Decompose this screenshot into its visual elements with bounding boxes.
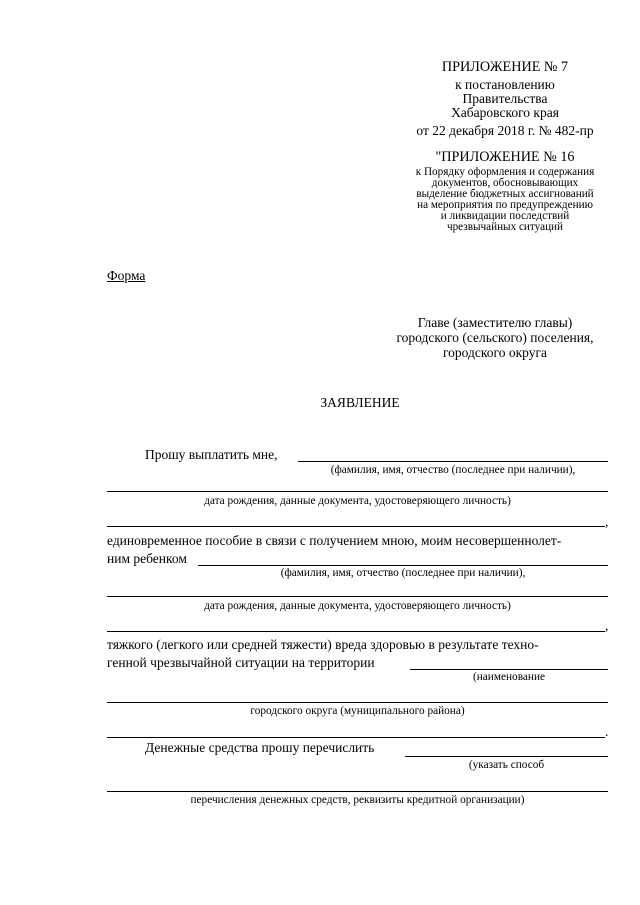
fio-field-2[interactable] bbox=[198, 565, 608, 566]
fio-caption-2: (фамилия, имя, отчество (последнее при наличии), bbox=[280, 567, 526, 579]
resolution-ref: к постановлению bbox=[455, 77, 555, 92]
request-text: Прошу выплатить мне, bbox=[145, 447, 278, 462]
procedure-line-4: на мероприятия по предупреждению bbox=[417, 199, 593, 211]
procedure-line-2: документов, обосновывающих bbox=[431, 177, 579, 189]
addressee-line-1: Главе (заместителю главы) bbox=[417, 315, 573, 330]
dob-caption-1: дата рождения, данные документа, удостоверяющего личность) bbox=[204, 495, 511, 507]
paragraph-2-line-2: генной чрезвычайной ситуации на территории bbox=[107, 655, 375, 670]
region-ref: Хабаровского края bbox=[451, 105, 559, 120]
transfer-method-field[interactable] bbox=[405, 756, 608, 757]
annex-16-title: "ПРИЛОЖЕНИЕ № 16 bbox=[435, 149, 575, 165]
extra-field-3[interactable] bbox=[107, 737, 605, 738]
district-caption: городского округа (муниципального района) bbox=[250, 705, 465, 717]
fio-field-1[interactable] bbox=[298, 461, 608, 462]
dob-caption-2: дата рождения, данные документа, удостоверяющего личность) bbox=[204, 600, 511, 612]
form-label: Форма bbox=[107, 268, 146, 283]
procedure-line-3: выделение бюджетных ассигнований bbox=[416, 188, 594, 200]
procedure-line-6: чрезвычайных ситуаций bbox=[446, 221, 564, 233]
procedure-line-1: к Порядку оформления и содержания bbox=[415, 166, 595, 178]
procedure-line-5: и ликвидации последствий bbox=[440, 210, 570, 222]
addressee-line-3: городского округа bbox=[442, 345, 548, 360]
fio-caption-1: (фамилия, имя, отчество (последнее при наличии), bbox=[330, 464, 576, 476]
period-mark: . bbox=[605, 724, 609, 739]
bank-caption: перечисления денежных средств, реквизиты кредитной организации) bbox=[190, 794, 525, 806]
comma-1: , bbox=[605, 514, 609, 529]
resolution-date-number: от 22 декабря 2018 г. № 482-пр bbox=[416, 123, 594, 138]
addressee-line-2: городского (сельского) поселения, bbox=[396, 330, 594, 345]
method-caption: (указать способ bbox=[468, 759, 545, 771]
paragraph-2-line-1: тяжкого (легкого или средней тяжести) вреда здоровью в результате техно- bbox=[107, 637, 539, 652]
extra-field-2[interactable] bbox=[107, 631, 605, 632]
bank-details-field[interactable] bbox=[107, 791, 608, 792]
paragraph-1-line-1: единовременное пособие в связи с получением мною, моим несовершеннолет- bbox=[107, 533, 562, 548]
district-field[interactable] bbox=[107, 702, 608, 703]
name-caption: (наименование bbox=[472, 671, 546, 683]
comma-2: , bbox=[605, 618, 609, 633]
annex-number: ПРИЛОЖЕНИЕ № 7 bbox=[441, 59, 569, 75]
transfer-text: Денежные средства прошу перечислить bbox=[145, 740, 375, 755]
dob-field-1[interactable] bbox=[107, 491, 608, 492]
document-title: ЗАЯВЛЕНИЕ bbox=[320, 395, 400, 410]
extra-field-1[interactable] bbox=[107, 526, 605, 527]
paragraph-1-line-2: ним ребенком bbox=[107, 551, 187, 566]
government-ref: Правительства bbox=[462, 91, 548, 106]
dob-field-2[interactable] bbox=[107, 596, 608, 597]
territory-field[interactable] bbox=[410, 669, 608, 670]
